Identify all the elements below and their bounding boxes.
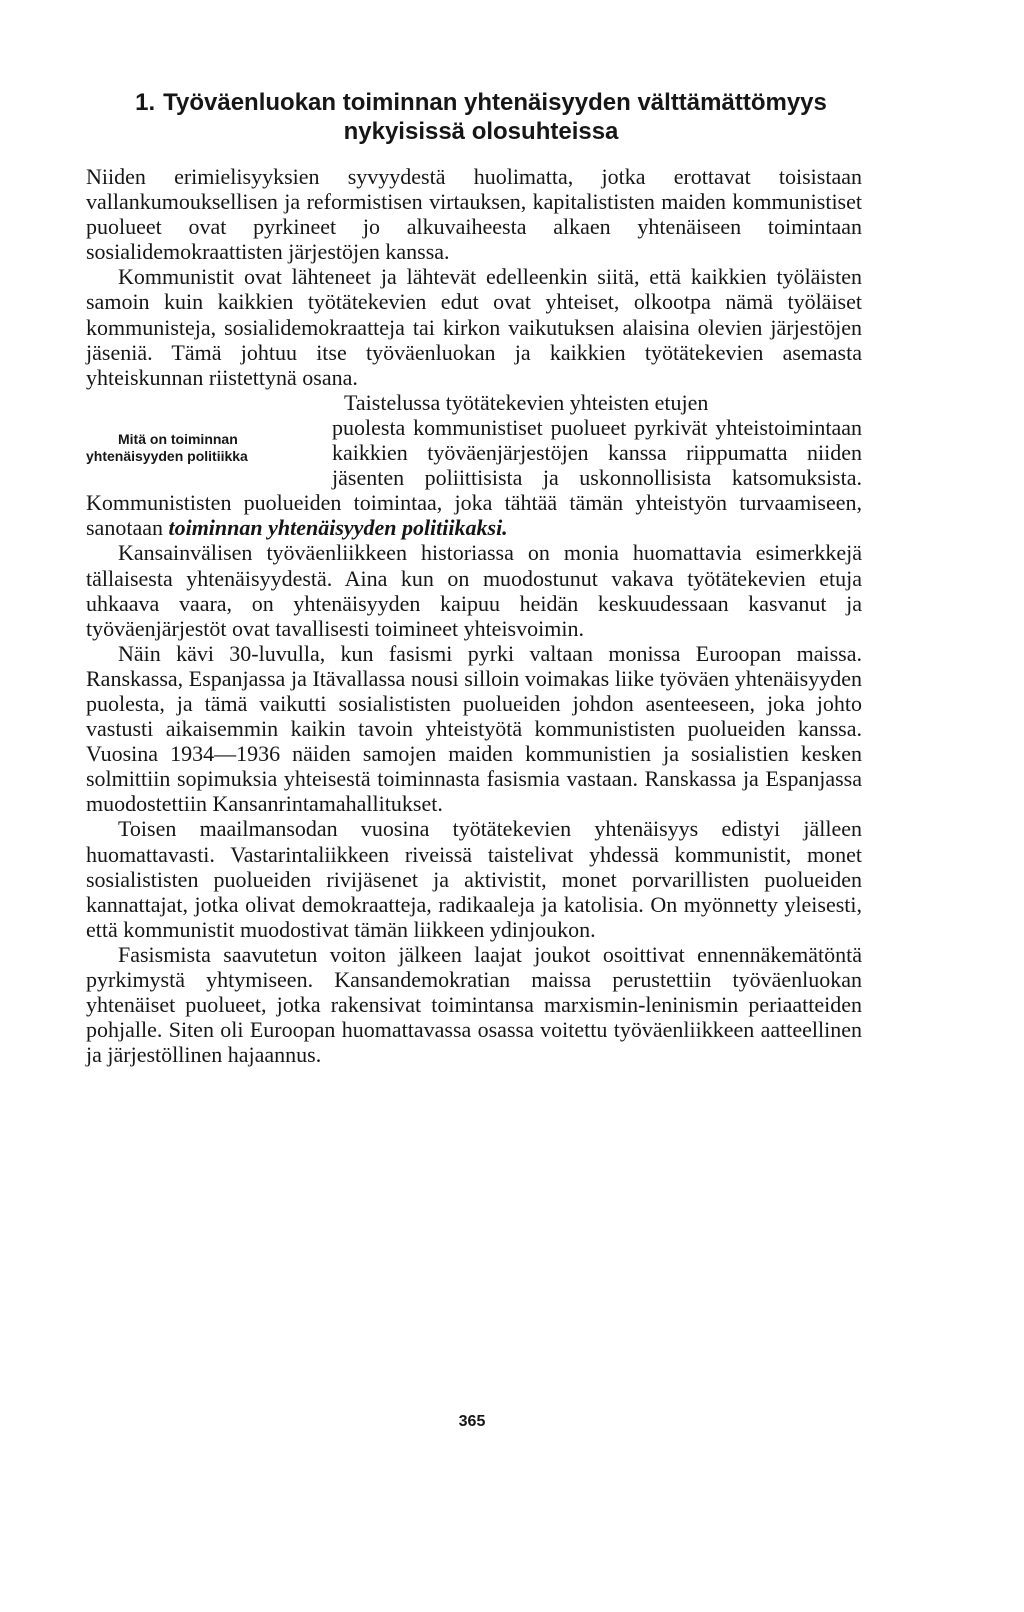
paragraph-4: Kansainvälisen työväenliikkeen historiassa on monia huomattavia esimerkkejä tällaisesta yhtenäisyydestä. Aina kun on muodostunut vakava työtätekevien etuja uhkaava vaara, on yhtenäisyyden kaipuu heidän keskuudessaan kasvanut ja työväenjärjestöt ovat tavallisesti toimineet yhteisvoimin. (86, 540, 862, 641)
margin-note: Mitä on toiminnan yhtenäisyyden politiikka (86, 430, 248, 464)
page-number: 365 (458, 1413, 486, 1430)
heading-line-1 (86, 88, 876, 117)
paragraph-1: Niiden erimielisyyksien syvyydestä huolimatta, jotka erottavat toisistaan vallankumouksellisen ja reformistisen virtauksen, kapitalististen maiden kommunistiset puolueet ovat pyrkineet jo alkuvaiheesta alkaen yhtenäiseen toimintaan sosialidemokraattisten järjestöjen kanssa. (86, 164, 862, 265)
section-number: 1. (135, 89, 156, 116)
heading-title-line-2: nykyisissä olosuhteissa (343, 118, 619, 145)
paragraph-5: Näin kävi 30-luvulla, kun fasismi pyrki valtaan monissa Euroopan maissa. Ranskassa, Espanjassa ja Itävallassa nousi silloin voimakas liike työväen yhtenäisyyden puolesta, ja tämä vaikutti sosialististen puolueiden johdon asenteeseen, joka johto vastusti aikaisemmin kaikin tavoin yhteistyötä kommunististen puolueiden kanssa. Vuosina 1934—1936 näiden samojen maiden kommunistien ja sosialistien kesken solmittiin sopimuksia yhteisestä toiminnasta fasismia vastaan. Ranskassa ja Espanjassa muodostettiin Kansanrintamahallitukset. (86, 640, 862, 817)
heading-title-line-1: Työväenluokan toiminnan yhtenäisyyden välttämättömyys (163, 89, 827, 116)
paragraph-3-text: puolesta kommunistiset puolueet pyrkivät yhteistoimintaan kaikkien työväenjärjestöjen kanssa riippumatta niiden jäsenten poliittisista ja uskonnollisista katsomuksista. Kommunististen puolueiden toimintaa, joka tähtää tämän yhteistyön turvaamiseen, sanotaan (86, 414, 862, 541)
paragraph-6: Toisen maailmansodan vuosina työtätekevien yhtenäisyys edistyi jälleen huomattavasti. Vastarintaliikkeen riveissä taistelivat yhdessä kommunistit, monet sosialististen puolueiden rivijäsenet ja aktivistit, monet porvarillisten puolueiden kannattajat, jotka olivat demokraatteja, radikaaleja ja katolisia. On myönnetty yleisesti, että kommunistit muodostivat tämän liikkeen ydinjoukon. (86, 816, 862, 942)
paragraph-3 (86, 390, 862, 541)
paragraph-2: Kommunistit ovat lähteneet ja lähtevät edelleenkin siitä, että kaikkien työläisten samoin kuin kaikkien työtätekevien edut ovat yhteiset, olkootpa nämä työläiset kommunisteja, sosialidemokraatteja tai kirkon vaikutuksen alaisina olevien järjestöjen jäseniä. Tämä johtuu itse työväenluokan ja kaikkien työtätekevien asemasta yhteiskunnan riistettynä osana. (86, 264, 862, 390)
body-text (86, 164, 862, 1067)
paragraph-3-term: toiminnan yhtenäisyyden politiikaksi. (168, 515, 508, 541)
paragraph-7: Fasismista saavutetun voiton jälkeen laajat joukot osoittivat ennennäkemätöntä pyrkimystä yhtymiseen. Kansandemokratian maissa perustettiin työväenluokan yhtenäiset puolueet, jotka rakensivat toimintansa marxismin-leninismin periaatteiden pohjalle. Siten oli Euroopan huomattavassa osassa voitettu työväenliikkeen aatteellinen ja järjestöllinen hajaannus. (86, 941, 862, 1068)
paragraph-3-lead: Taistelussa työtätekevien yhteisten etujen (344, 389, 709, 415)
section-heading (86, 88, 876, 146)
